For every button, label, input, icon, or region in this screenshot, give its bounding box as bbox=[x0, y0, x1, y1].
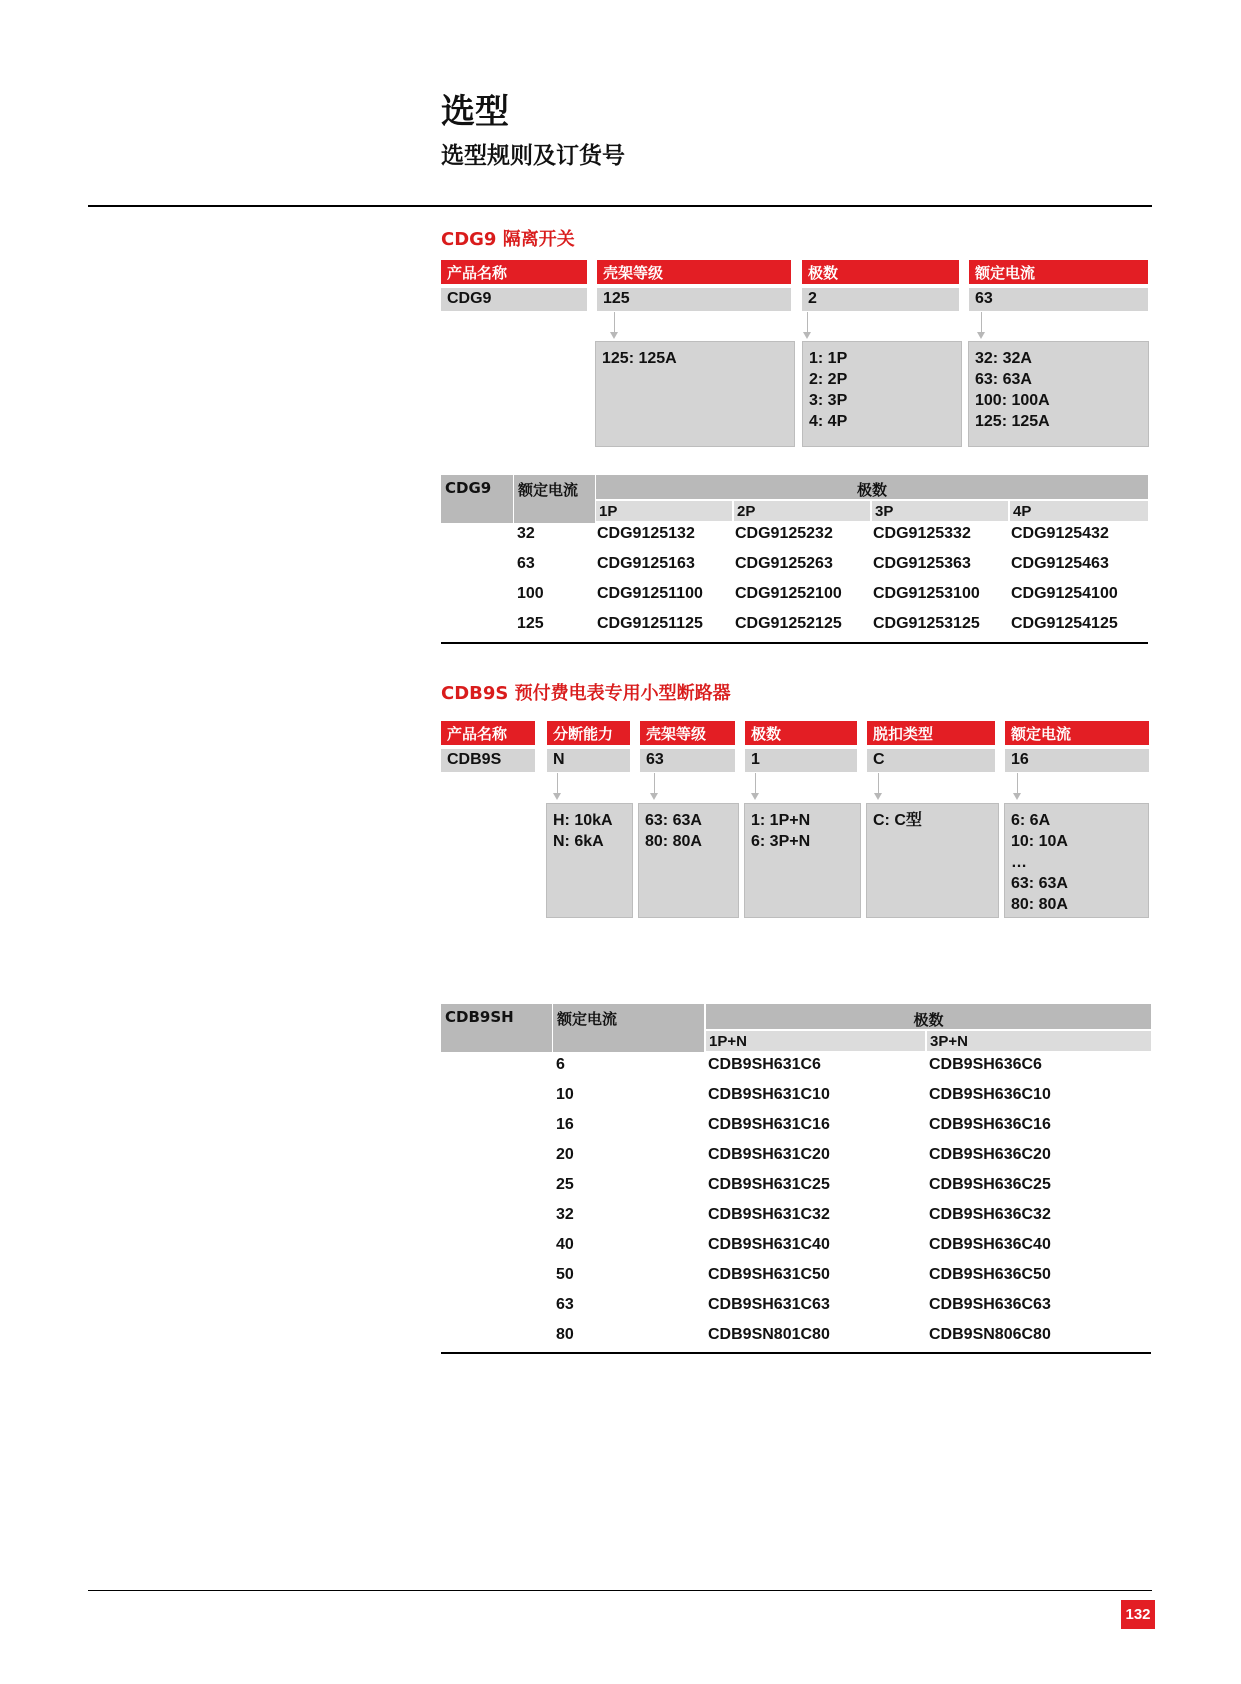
cdg9-section-title: CDG9 隔离开关 bbox=[441, 229, 575, 250]
table-cell-current: 125 bbox=[517, 615, 544, 632]
cdb9s-options-breaking: H: 10kA N: 6kA bbox=[546, 803, 633, 918]
table-cell-code: CDG91253100 bbox=[873, 585, 980, 602]
table-cell-code: CDB9SH631C32 bbox=[708, 1206, 830, 1223]
table-cell-code: CDB9SH631C10 bbox=[708, 1086, 830, 1103]
table-cell-code: CDB9SH636C25 bbox=[929, 1176, 1051, 1193]
cdb9s-label-poles: 极数 bbox=[745, 721, 857, 745]
cdg9-table-product: CDG9 bbox=[445, 479, 492, 497]
cdb9s-value-poles: 1 bbox=[745, 749, 857, 772]
table-cell-code: CDB9SH636C32 bbox=[929, 1206, 1051, 1223]
table-cell-code: CDG91254125 bbox=[1011, 615, 1118, 632]
cdb9s-value-frame: 63 bbox=[640, 749, 735, 772]
cdb9s-label-product: 产品名称 bbox=[441, 721, 535, 745]
cdb9sh-table-poles-label: 极数 bbox=[913, 1011, 944, 1029]
table-cell-code: CDG91251125 bbox=[597, 615, 703, 632]
cdb9sh-table-product: CDB9SH bbox=[445, 1008, 514, 1026]
cdb9sh-table-bottom-rule bbox=[441, 1352, 1151, 1354]
cdb9s-arrowhead-breaking bbox=[553, 793, 561, 800]
cdb9sh-table-current-label: 额定电流 bbox=[557, 1010, 618, 1028]
cdg9-label-current: 额定电流 bbox=[969, 260, 1148, 284]
table-cell-code: CDG9125432 bbox=[1011, 525, 1109, 542]
table-cell-code: CDG9125263 bbox=[735, 555, 833, 572]
table-cell-current: 32 bbox=[517, 525, 535, 542]
table-cell-code: CDB9SH636C10 bbox=[929, 1086, 1051, 1103]
table-cell-code: CDG9125463 bbox=[1011, 555, 1109, 572]
cdg9-value-frame: 125 bbox=[597, 288, 791, 311]
cdg9-label-product: 产品名称 bbox=[441, 260, 587, 284]
cdb9s-value-breaking: N bbox=[547, 749, 630, 772]
cdb9sh-col-3pn: 3P+N bbox=[927, 1031, 1151, 1051]
page-number: 132 bbox=[1121, 1600, 1155, 1629]
bottom-divider bbox=[88, 1590, 1152, 1591]
table-cell-code: CDB9SH636C40 bbox=[929, 1236, 1051, 1253]
table-cell-code: CDB9SH631C50 bbox=[708, 1266, 830, 1283]
cdg9-arrowhead-current bbox=[977, 332, 985, 339]
table-cell-current: 6 bbox=[556, 1056, 565, 1073]
cdg9-table-poles-header bbox=[596, 475, 1148, 499]
cdb9sh-col-1pn: 1P+N bbox=[706, 1031, 925, 1051]
table-cell-code: CDB9SH636C50 bbox=[929, 1266, 1051, 1283]
table-cell-code: CDB9SH636C16 bbox=[929, 1116, 1051, 1133]
cdg9-table-bottom-rule bbox=[441, 642, 1148, 644]
table-cell-code: CDG9125332 bbox=[873, 525, 971, 542]
page-subtitle: 选型规则及订货号 bbox=[441, 143, 625, 169]
cdb9sh-table-current-header bbox=[553, 1004, 704, 1052]
table-cell-current: 16 bbox=[556, 1116, 574, 1133]
table-cell-current: 40 bbox=[556, 1236, 574, 1253]
cdb9sh-table-poles-header bbox=[706, 1004, 1151, 1029]
cdb9s-value-trip: C bbox=[867, 749, 995, 772]
table-cell-current: 100 bbox=[517, 585, 544, 602]
table-cell-code: CDB9SH631C6 bbox=[708, 1056, 821, 1073]
table-cell-code: CDG9125163 bbox=[597, 555, 695, 572]
table-cell-code: CDB9SN801C80 bbox=[708, 1326, 830, 1343]
table-cell-code: CDB9SH631C16 bbox=[708, 1116, 830, 1133]
table-cell-code: CDB9SH631C63 bbox=[708, 1296, 830, 1313]
table-cell-code: CDG91253125 bbox=[873, 615, 980, 632]
table-cell-current: 50 bbox=[556, 1266, 574, 1283]
cdb9s-value-product: CDB9S bbox=[441, 749, 535, 772]
cdg9-table-current-label: 额定电流 bbox=[518, 481, 579, 499]
cdb9s-options-trip: C: C型 bbox=[866, 803, 999, 918]
table-cell-code: CDB9SH636C6 bbox=[929, 1056, 1042, 1073]
cdg9-arrow-current bbox=[981, 312, 982, 334]
cdb9s-arrow-breaking bbox=[557, 773, 558, 795]
table-cell-code: CDB9SH636C20 bbox=[929, 1146, 1051, 1163]
table-cell-code: CDG9125132 bbox=[597, 525, 695, 542]
cdg9-arrow-frame bbox=[614, 312, 615, 334]
cdg9-col-3p: 3P bbox=[872, 501, 1008, 521]
page-title: 选型 bbox=[441, 92, 509, 132]
cdg9-options-frame: 125: 125A bbox=[595, 341, 795, 447]
table-cell-code: CDG91254100 bbox=[1011, 585, 1118, 602]
cdg9-arrowhead-poles bbox=[803, 332, 811, 339]
table-cell-code: CDB9SH631C20 bbox=[708, 1146, 830, 1163]
cdb9s-options-current: 6: 6A 10: 10A … 63: 63A 80: 80A bbox=[1004, 803, 1149, 918]
table-cell-code: CDG91252100 bbox=[735, 585, 842, 602]
cdb9s-label-breaking: 分断能力 bbox=[547, 721, 630, 745]
cdg9-options-poles: 1: 1P 2: 2P 3: 3P 4: 4P bbox=[802, 341, 962, 447]
cdg9-arrowhead-frame bbox=[610, 332, 618, 339]
cdb9s-label-current: 额定电流 bbox=[1005, 721, 1149, 745]
cdb9s-arrow-current bbox=[1017, 773, 1018, 795]
cdb9s-section-title: CDB9S 预付费电表专用小型断路器 bbox=[441, 683, 731, 704]
cdb9s-arrow-poles bbox=[755, 773, 756, 795]
table-cell-code: CDB9SH631C40 bbox=[708, 1236, 830, 1253]
cdb9s-value-current: 16 bbox=[1005, 749, 1149, 772]
cdb9s-arrow-trip bbox=[878, 773, 879, 795]
cdg9-value-poles: 2 bbox=[802, 288, 959, 311]
cdg9-table-current-header bbox=[514, 475, 595, 523]
cdb9s-arrowhead-poles bbox=[751, 793, 759, 800]
table-cell-current: 63 bbox=[517, 555, 535, 572]
cdg9-table-product-header bbox=[441, 475, 513, 523]
table-cell-code: CDB9SH636C63 bbox=[929, 1296, 1051, 1313]
cdb9s-arrowhead-trip bbox=[874, 793, 882, 800]
cdg9-col-2p: 2P bbox=[734, 501, 870, 521]
cdb9s-arrow-frame bbox=[654, 773, 655, 795]
table-cell-current: 25 bbox=[556, 1176, 574, 1193]
table-cell-current: 32 bbox=[556, 1206, 574, 1223]
cdg9-options-current: 32: 32A 63: 63A 100: 100A 125: 125A bbox=[968, 341, 1149, 447]
table-cell-code: CDG9125232 bbox=[735, 525, 833, 542]
cdg9-arrow-poles bbox=[807, 312, 808, 334]
cdg9-label-poles: 极数 bbox=[802, 260, 959, 284]
table-cell-code: CDB9SN806C80 bbox=[929, 1326, 1051, 1343]
cdg9-value-current: 63 bbox=[969, 288, 1148, 311]
cdb9s-options-frame: 63: 63A 80: 80A bbox=[638, 803, 739, 918]
table-cell-code: CDB9SH631C25 bbox=[708, 1176, 830, 1193]
table-cell-code: CDG91252125 bbox=[735, 615, 842, 632]
top-divider bbox=[88, 205, 1152, 207]
cdg9-value-product: CDG9 bbox=[441, 288, 587, 311]
cdg9-col-4p: 4P bbox=[1010, 501, 1148, 521]
table-cell-current: 20 bbox=[556, 1146, 574, 1163]
cdg9-label-frame: 壳架等级 bbox=[597, 260, 791, 284]
cdb9s-label-frame: 壳架等级 bbox=[640, 721, 735, 745]
cdb9s-options-poles: 1: 1P+N 6: 3P+N bbox=[744, 803, 861, 918]
table-cell-code: CDG91251100 bbox=[597, 585, 703, 602]
cdb9s-arrowhead-current bbox=[1013, 793, 1021, 800]
table-cell-current: 10 bbox=[556, 1086, 574, 1103]
table-cell-current: 80 bbox=[556, 1326, 574, 1343]
cdb9sh-table-product-header bbox=[441, 1004, 552, 1052]
cdg9-col-1p: 1P bbox=[596, 501, 732, 521]
cdb9s-label-trip: 脱扣类型 bbox=[867, 721, 995, 745]
table-cell-current: 63 bbox=[556, 1296, 574, 1313]
cdb9s-arrowhead-frame bbox=[650, 793, 658, 800]
cdg9-table-poles-label: 极数 bbox=[856, 481, 887, 499]
table-cell-code: CDG9125363 bbox=[873, 555, 971, 572]
